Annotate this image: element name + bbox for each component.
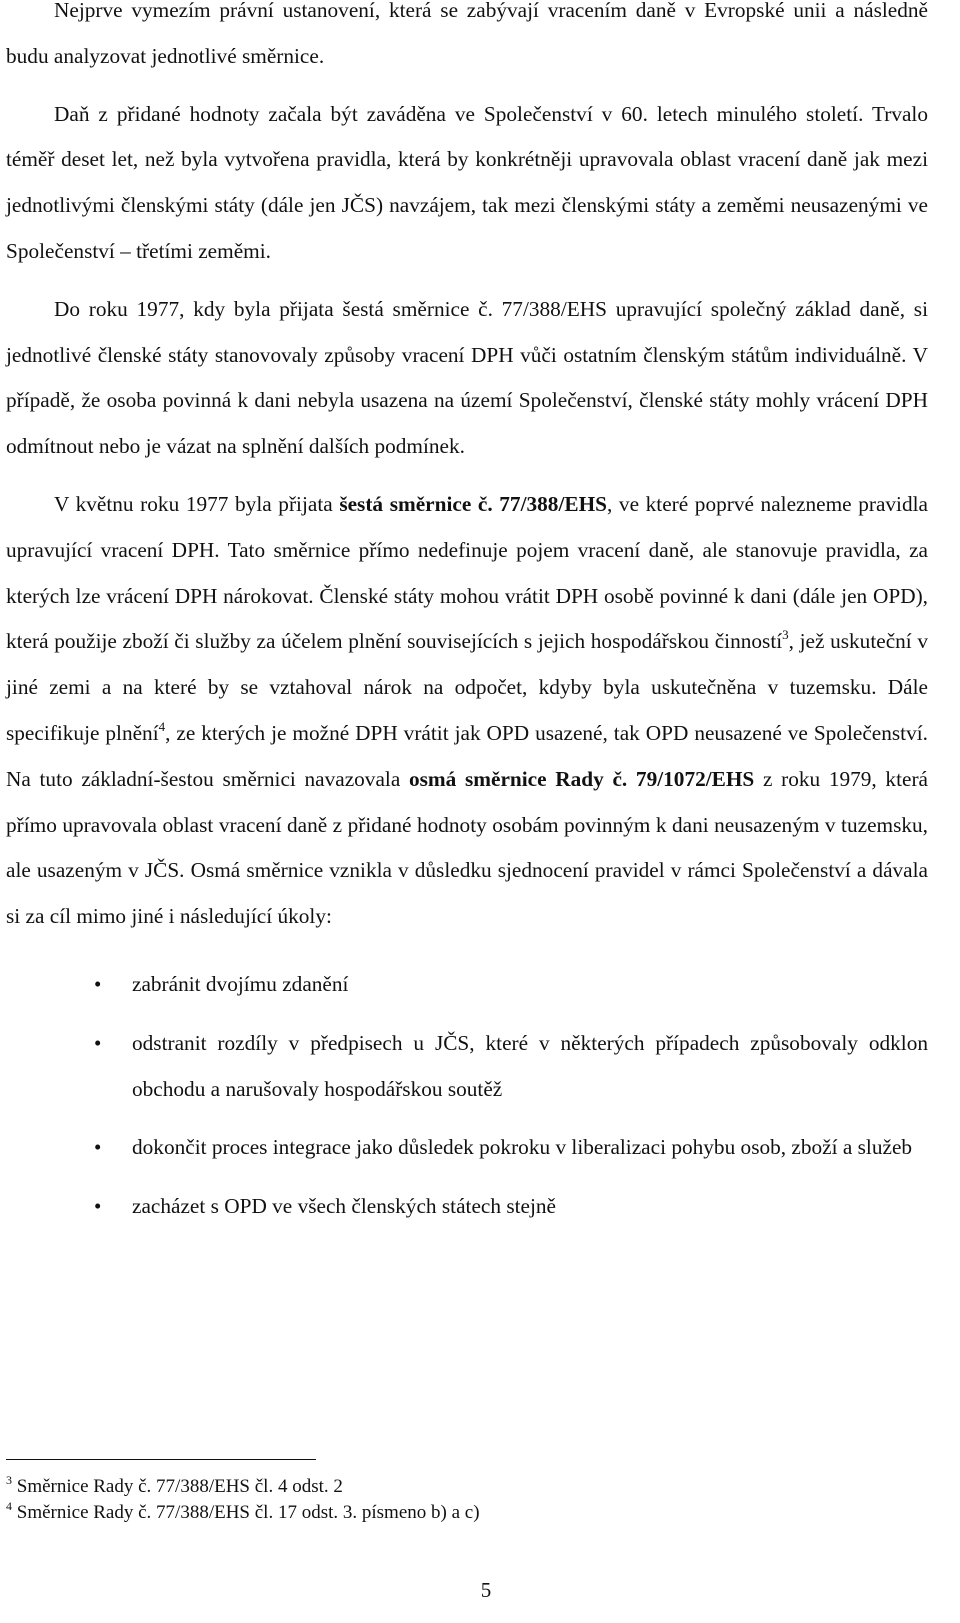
- list-item-text: odstranit rozdíly v předpisech u JČS, které v některých případech způsobovaly odklon obchodu a narušovaly hospodářskou soutěž: [132, 1030, 928, 1101]
- paragraph-intro: [6, 0, 928, 80]
- paragraph-history-text: Daň z přidané hodnoty začala být zaváděna ve Společenství v 60. letech minulého století. Trvalo téměř deset let, než byla vytvořena pravidla, která by konkrétněji upravovala oblast vracení daně jak mezi jednotlivými členskými státy (dále jen JČS) navzájem, tak mezi členskými státy a zeměmi neusazenými ve Společenství – třetími zeměmi.: [6, 101, 928, 263]
- bullet-icon: •: [94, 1194, 102, 1219]
- text-run: , ve které poprvé nalezneme pravidla upravující vracení DPH. Tato směrnice přímo nedefinuje pojem vracení daně, ale stanovuje pravidla, za kterých lze vrácení DPH nárokovat. Členské státy mohou vrátit DPH osobě povinné k dani (dále jen OPD), která použije zboží či služby za účelem plnění souvisejících s jejich hospodářskou činností: [6, 491, 928, 654]
- bold-sixth-directive: šestá směrnice č. 77/388/EHS: [339, 491, 607, 516]
- footnote-number: 3: [6, 1473, 12, 1487]
- text-run: z roku 1979, která přímo upravovala oblast vracení daně z přidané hodnoty osobám povinným k dani neusazeným v tuzemsku, ale usazeným v JČS. Osmá směrnice vznikla v důsledku sjednocení pravidel v rámci Společenství a dávala si za cíl mimo jiné i následující úkoly:: [6, 766, 928, 929]
- paragraph-before-1977-text: Do roku 1977, kdy byla přijata šestá směrnice č. 77/388/EHS upravující společný základ daně, si jednotlivé členské státy stanovovaly způsoby vracení DPH vůči ostatním členským státům individuálně. V případě, že osoba povinná k dani nebyla usazena na území Společenství, členské státy mohly vrácení DPH odmítnout nebo je vázat na splnění dalších podmínek.: [6, 296, 928, 459]
- list-item-text: zabránit dvojímu zdanění: [132, 971, 349, 996]
- list-item: [6, 962, 928, 1008]
- paragraph-before-1977: [6, 287, 928, 470]
- document-body: [6, 0, 928, 1230]
- paragraph-intro-text: Nejprve vymezím právní ustanovení, která se zabývají vracením daně v Evropské unii a následně budu analyzovat jednotlivé směrnice.: [6, 0, 928, 68]
- footnote-4: [6, 1499, 480, 1524]
- footnote-3: [6, 1473, 343, 1498]
- list-item: [6, 1125, 928, 1171]
- text-run: , ze kterých je možné DPH vrátit jak OPD usazené, tak OPD neusazené ve Společenství. Na tuto základní-šestou směrnici navazovala: [6, 720, 928, 791]
- paragraph-history: [6, 92, 928, 275]
- footnote-separator: [6, 1459, 316, 1460]
- list-item: [6, 1184, 928, 1230]
- bold-eighth-directive: osmá směrnice Rady č. 79/1072/EHS: [408, 766, 755, 791]
- footnote-ref-3[interactable]: 3: [782, 627, 789, 643]
- footnote-text: Směrnice Rady č. 77/388/EHS čl. 17 odst. 3. písmeno b) a c): [16, 1502, 480, 1523]
- text-run: V květnu roku 1977 byla přijata: [54, 491, 340, 516]
- footnote-ref-4[interactable]: 4: [158, 718, 166, 734]
- list-item: [6, 1021, 928, 1113]
- footnote-text: Směrnice Rady č. 77/388/EHS čl. 4 odst. 2: [16, 1476, 343, 1497]
- bullet-icon: •: [94, 1030, 102, 1055]
- bullet-icon: •: [94, 971, 102, 996]
- goals-list: [6, 962, 928, 1230]
- text-run: , jež uskuteční v jiné zemi a na které by se vztahoval nárok na odpočet, kdyby byla uskutečněna v tuzemsku. Dále specifikuje plnění: [6, 629, 929, 745]
- list-item-text: zacházet s OPD ve všech členských státech stejně: [132, 1194, 556, 1219]
- list-item-text: dokončit proces integrace jako důsledek pokroku v liberalizaci pohybu osob, zboží a služeb: [132, 1135, 913, 1160]
- paragraph-sixth-directive: [6, 482, 928, 940]
- page-number: 5: [480, 1578, 492, 1602]
- bullet-icon: •: [94, 1135, 102, 1160]
- footnote-number: 4: [6, 1499, 12, 1513]
